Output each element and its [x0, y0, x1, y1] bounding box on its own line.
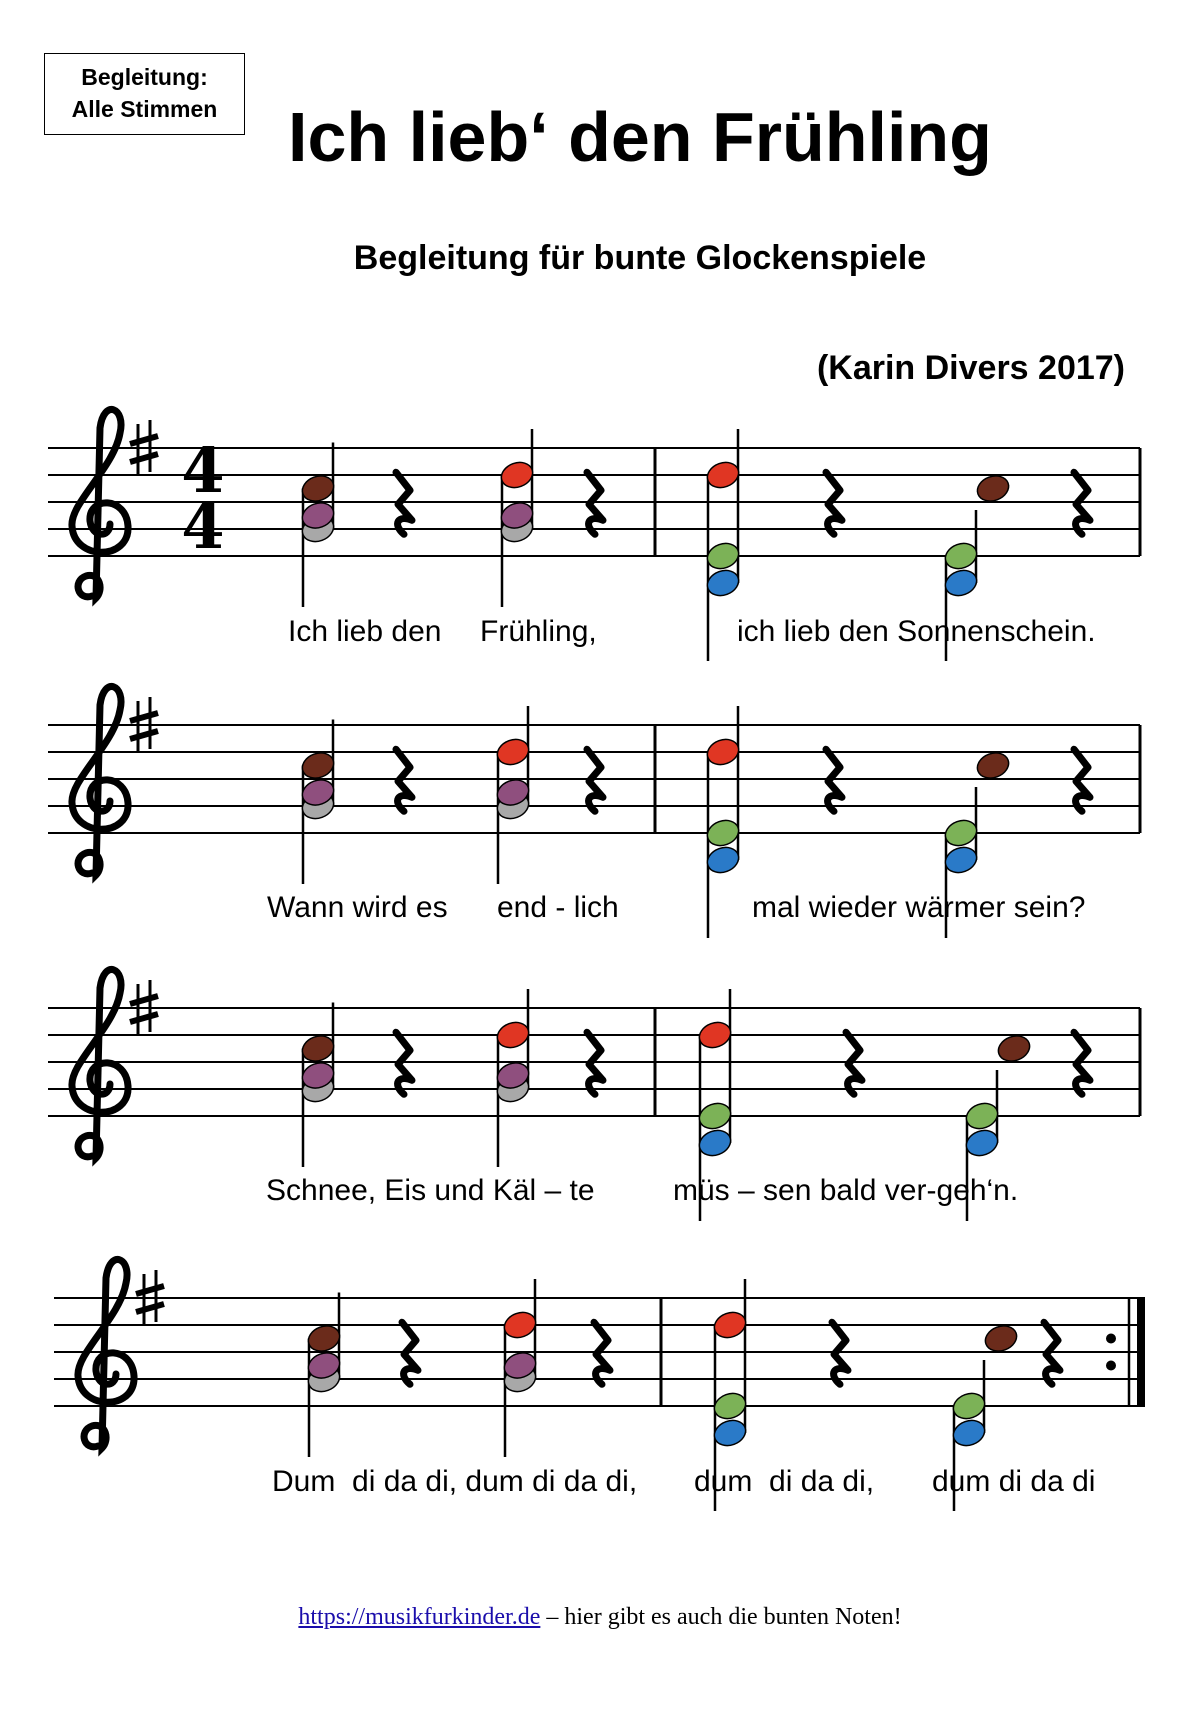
- lyric-system-2-part-3: mal wieder wärmer sein?: [752, 891, 1086, 924]
- notehead-c: [696, 1126, 734, 1159]
- notehead-c: [942, 566, 980, 599]
- treble-clef-icon: [72, 969, 128, 1158]
- lyric-system-3-part-2: müs – sen bald ver-geh‘n.: [673, 1174, 1019, 1207]
- sharp-stroke: [130, 713, 158, 721]
- chord-1: [299, 720, 337, 885]
- quarter-rest-icon: [826, 472, 842, 534]
- notehead-c2: [974, 472, 1012, 505]
- time-signature-numerator: 4: [181, 434, 225, 507]
- notehead-c2: [299, 749, 337, 782]
- repeat-dot: [1106, 1334, 1116, 1344]
- notehead-c: [950, 1416, 988, 1449]
- chord-2: [501, 1279, 539, 1457]
- notehead-e: [942, 816, 980, 849]
- notehead-c: [704, 843, 742, 876]
- song-title: Ich lieb‘ den Frühling: [288, 98, 992, 176]
- notehead-c: [963, 1126, 1001, 1159]
- lyric-system-2-part-2: end - lich: [497, 891, 619, 924]
- sharp-stroke: [136, 1286, 164, 1294]
- treble-clef-icon: [72, 686, 128, 875]
- quarter-rest-icon: [1074, 472, 1090, 534]
- notehead-c2: [982, 1322, 1020, 1355]
- chord-2: [494, 989, 532, 1167]
- notehead-d2: [704, 458, 742, 491]
- sharp-stroke: [130, 1014, 158, 1022]
- notehead-d2: [696, 1018, 734, 1051]
- lyric-system-4-part-1: Dum di da di, dum di da di,: [272, 1465, 638, 1498]
- footer-text: – hier gibt es auch die bunten Noten!: [540, 1604, 902, 1630]
- badge-line-2: Alle Stimmen: [71, 96, 218, 122]
- lyric-system-1-part-2: Frühling,: [480, 615, 597, 648]
- treble-clef-icon: [72, 409, 128, 598]
- notehead-d2: [711, 1308, 749, 1341]
- website-link[interactable]: https://musikfurkinder.de: [298, 1604, 541, 1630]
- quarter-rest-icon: [594, 1322, 610, 1384]
- chord-1: [299, 1003, 337, 1168]
- lyric-system-4-part-2: dum di da di,: [694, 1465, 875, 1498]
- sharp-stroke: [130, 996, 158, 1004]
- notehead-c: [704, 566, 742, 599]
- chord-2: [498, 429, 536, 607]
- notehead-d2: [498, 458, 536, 491]
- song-subtitle: Begleitung für bunte Glockenspiele: [353, 239, 927, 277]
- chord-1: [299, 443, 337, 608]
- quarter-rest-icon: [587, 472, 603, 534]
- sharp-stroke: [136, 1304, 164, 1312]
- chord-2: [494, 706, 532, 884]
- lyric-system-4-part-3: dum di da di: [932, 1465, 1096, 1498]
- notehead-c2: [299, 1032, 337, 1065]
- notehead-e: [950, 1389, 988, 1422]
- quarter-rest-icon: [587, 1032, 603, 1094]
- quarter-rest-icon: [402, 1322, 418, 1384]
- sharp-stroke: [130, 731, 158, 739]
- quarter-rest-icon: [587, 749, 603, 811]
- notehead-c2: [299, 472, 337, 505]
- quarter-rest-icon: [832, 1322, 848, 1384]
- notehead-c: [942, 843, 980, 876]
- composer-credit: (Karin Divers 2017): [816, 349, 1125, 387]
- quarter-rest-icon: [826, 749, 842, 811]
- notehead-c2: [305, 1322, 343, 1355]
- footer: [0, 1600, 1200, 1634]
- quarter-rest-icon: [1074, 749, 1090, 811]
- lyric-system-1-part-1: Ich lieb den: [288, 615, 442, 648]
- notehead-e: [711, 1389, 749, 1422]
- chord-3: [704, 706, 742, 938]
- lyric-system-2-part-1: Wann wird es: [267, 891, 448, 924]
- notehead-e: [942, 539, 980, 572]
- notehead-d2: [494, 1018, 532, 1051]
- notehead-d2: [704, 735, 742, 768]
- time-signature-denominator: 4: [181, 490, 225, 563]
- notehead-d2: [501, 1308, 539, 1341]
- notehead-d2: [494, 735, 532, 768]
- quarter-rest-icon: [1074, 1032, 1090, 1094]
- notehead-c: [711, 1416, 749, 1449]
- sharp-stroke: [130, 436, 158, 444]
- notehead-e: [696, 1099, 734, 1132]
- quarter-rest-icon: [846, 1032, 862, 1094]
- notehead-c2: [974, 749, 1012, 782]
- quarter-rest-icon: [1044, 1322, 1060, 1384]
- quarter-rest-icon: [396, 1032, 412, 1094]
- treble-clef-icon: [78, 1259, 134, 1448]
- lyric-system-1-part-3: ich lieb den Sonnenschein.: [737, 615, 1096, 648]
- notehead-c2: [995, 1032, 1033, 1065]
- lyric-system-3-part-1: Schnee, Eis und Käl – te: [266, 1174, 595, 1207]
- sharp-stroke: [130, 454, 158, 462]
- notehead-e: [963, 1099, 1001, 1132]
- quarter-rest-icon: [396, 749, 412, 811]
- badge-line-1: Begleitung:: [81, 64, 208, 90]
- chord-1: [305, 1293, 343, 1458]
- repeat-dot: [1106, 1361, 1116, 1371]
- notehead-e: [704, 539, 742, 572]
- notehead-e: [704, 816, 742, 849]
- quarter-rest-icon: [396, 472, 412, 534]
